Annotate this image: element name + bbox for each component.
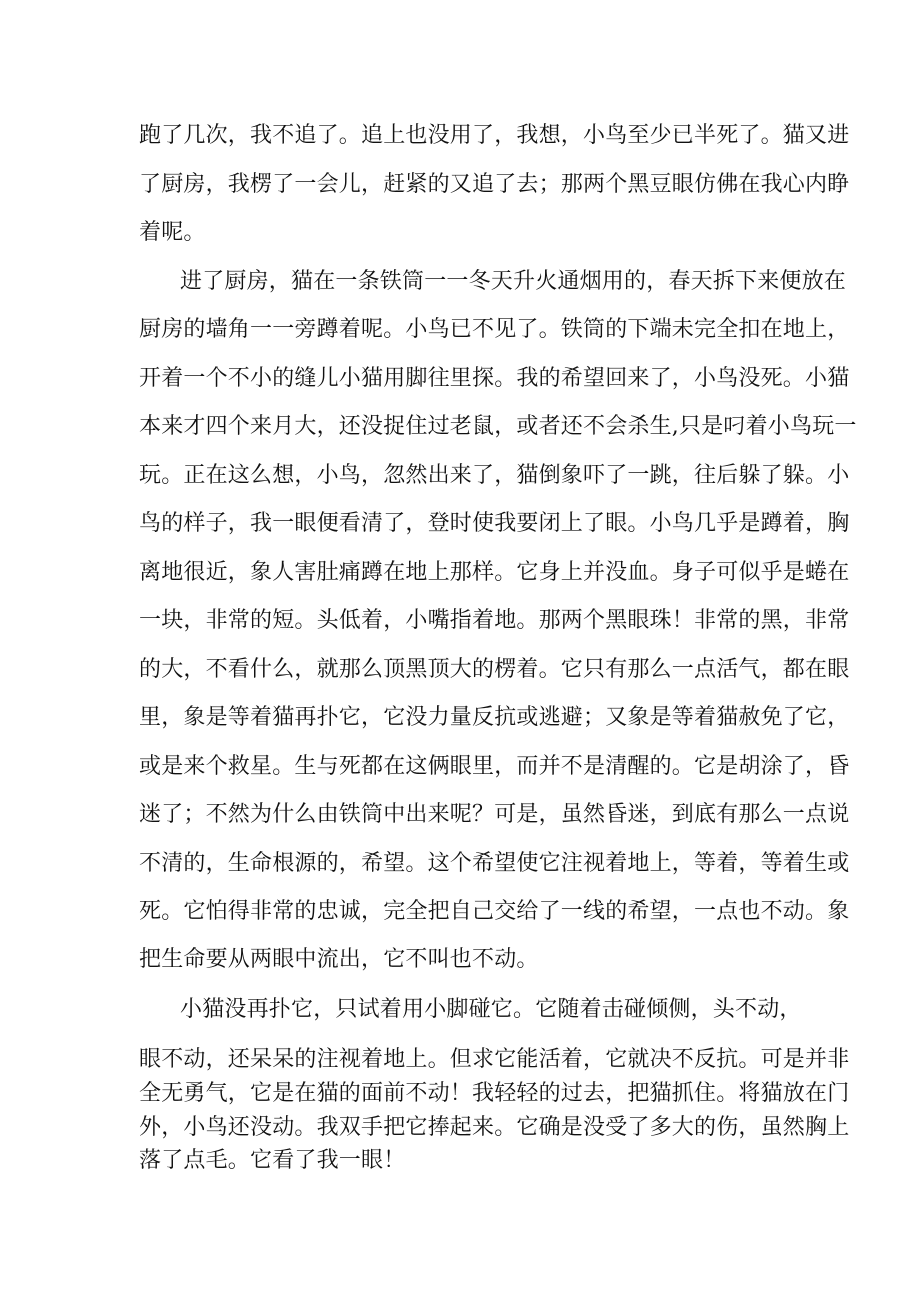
text-line: 厨房的墙角一一旁蹲着呢。小鸟已不见了。铁筒的下端未完全扣在地上， [139, 317, 850, 342]
text-line: 落了点毛。它看了我一眼！ [139, 1148, 406, 1173]
text-line: 或是来个救星。生与死都在这俩眼里，而并不是清醒的。它是胡涂了，昏 [139, 754, 850, 779]
text-line: 里，象是等着猫再扑它，它没力量反抗或逃避；又象是等着猫赦免了它， [139, 705, 850, 730]
text-line: 离地很近，象人害肚痛蹲在地上那样。它身上并没血。身子可似乎是蜷在 [139, 560, 850, 585]
text-line: 着呢。 [139, 220, 206, 245]
text-line: 全无勇气，它是在猫的面前不动！我轻轻的过去，把猫抓住。将猫放在门 [139, 1081, 850, 1106]
text-line: 玩。正在这么想，小鸟，忽然出来了，猫倒象吓了一跳，往后躲了躲。小 [139, 463, 850, 488]
text-line: 死。它怕得非常的忠诚，完全把自己交给了一线的希望，一点也不动。象 [139, 899, 850, 924]
text-line: 的大，不看什么，就那么顶黑顶大的楞着。它只有那么一点活气，都在眼 [139, 657, 850, 682]
text-line: 跑了几次，我不追了。追上也没用了，我想，小鸟至少已半死了。猫又进 [139, 123, 850, 148]
text-line: 了厨房，我楞了一会儿，赶紧的又追了去；那两个黑豆眼仿佛在我心内睁 [139, 172, 850, 197]
text-line: 小猫没再扑它，只试着用小脚碰它。它随着击碰倾侧，头不动， [180, 997, 802, 1022]
text-line: 不清的，生命根源的，希望。这个希望使它注视着地上，等着，等着生或 [139, 851, 850, 876]
text-line: 迷了；不然为什么由铁筒中出来呢？可是，虽然昏迷，到底有那么一点说 [139, 802, 850, 827]
text-line: 把生命要从两眼中流出，它不叫也不动。 [139, 947, 539, 972]
text-line: 眼不动，还呆呆的注视着地上。但求它能活着，它就决不反抗。可是并非 [139, 1047, 850, 1072]
text-line: 鸟的样子，我一眼便看清了，登时使我要闭上了眼。小鸟几乎是蹲着，胸 [139, 511, 850, 536]
text-line: 进了厨房，猫在一条铁筒一一冬天升火通烟用的，春天拆下来便放在 [180, 269, 847, 294]
text-line: 开着一个不小的缝儿小猫用脚往里探。我的希望回来了，小鸟没死。小猫 [139, 366, 850, 391]
text-line: 外，小鸟还没动。我双手把它捧起来。它确是没受了多大的伤，虽然胸上 [139, 1115, 850, 1140]
text-line: 一块，非常的短。头低着，小嘴指着地。那两个黑眼珠！非常的黑，非常 [139, 608, 850, 633]
text-line: 本来才四个来月大，还没捉住过老鼠，或者还不会杀生,只是叼着小鸟玩一 [139, 414, 857, 439]
